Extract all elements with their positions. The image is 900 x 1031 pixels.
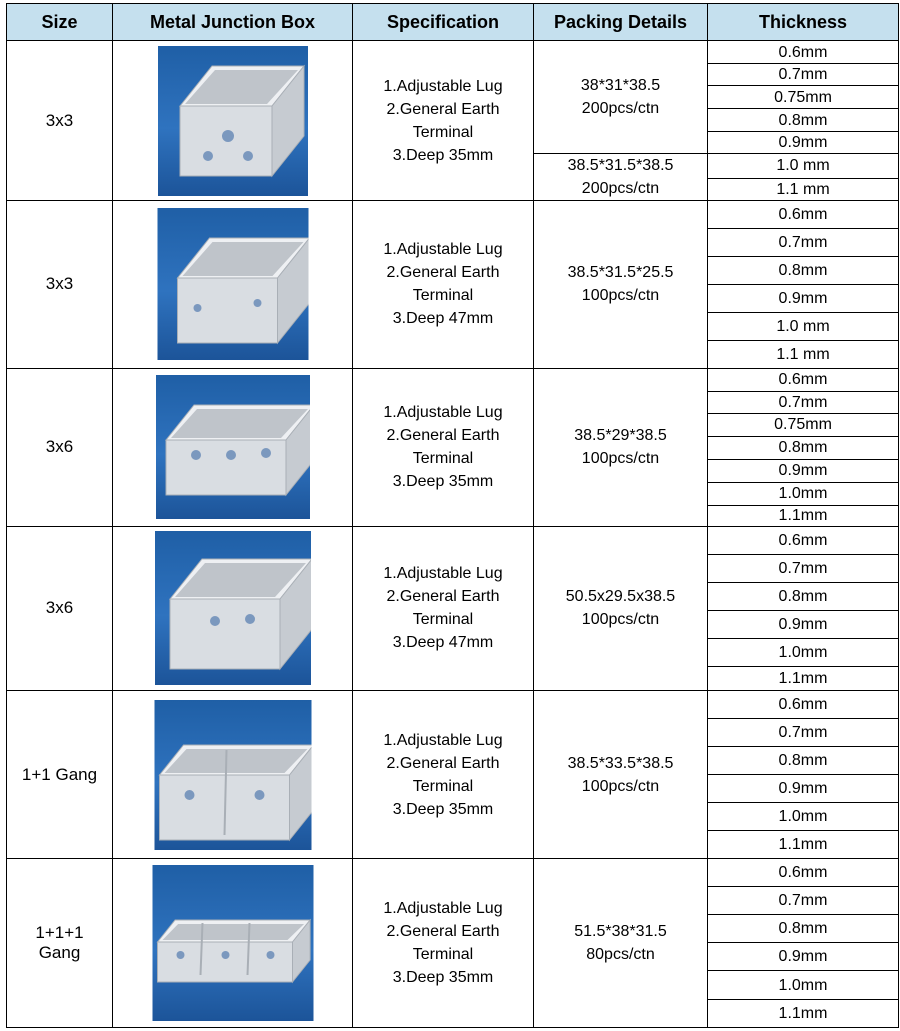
packing-details-cell	[534, 691, 708, 859]
specification-cell	[353, 368, 534, 526]
size-cell	[7, 201, 113, 368]
packing-details-cell	[534, 201, 708, 368]
thickness-cell: 0.9mm	[708, 132, 899, 154]
size-cell	[7, 859, 113, 1028]
product-spec-table-wrapper	[6, 3, 898, 1028]
specification-cell-line: Terminal	[412, 450, 474, 468]
specification-cell-line: 1.Adjustable Lug	[383, 731, 503, 749]
thickness-cell: 0.7mm	[708, 887, 899, 915]
specification-cell-line: Terminal	[412, 287, 474, 305]
thickness-cell: 0.8mm	[708, 109, 899, 132]
table-row	[7, 41, 899, 64]
header-metal-junction-box: Metal Junction Box	[113, 4, 353, 41]
product-rows	[7, 41, 899, 1028]
thickness-cell: 0.6mm	[708, 859, 899, 887]
packing-details-cell-line: 200pcs/ctn	[581, 100, 660, 118]
junction-box-photo	[158, 46, 308, 196]
packing-details-cell-line: 38.5*29*38.5	[574, 427, 667, 445]
packing-details-cell	[534, 368, 708, 526]
packing-details-cell	[534, 859, 708, 1028]
thickness-cell: 0.7mm	[708, 64, 899, 86]
specification-cell-line: 2.General Earth	[386, 264, 500, 282]
packing-details-cell-line: 51.5*38*31.5	[574, 923, 667, 941]
header-packing-details: Packing Details	[534, 4, 708, 41]
thickness-cell: 0.9mm	[708, 610, 899, 638]
size-cell	[7, 691, 113, 859]
specification-cell-line: 3.Deep 35mm	[392, 473, 494, 491]
thickness-cell: 0.75mm	[708, 413, 899, 436]
junction-box-illustration	[152, 865, 313, 1021]
junction-box-illustration	[155, 531, 311, 685]
specification-cell	[353, 41, 534, 201]
header-specification: Specification	[353, 4, 534, 41]
header-row	[7, 4, 899, 41]
specification-cell-line: Terminal	[412, 123, 474, 141]
specification-cell-line: Terminal	[412, 777, 474, 795]
thickness-cell: 1.1mm	[708, 666, 899, 690]
thickness-cell: 1.0 mm	[708, 154, 899, 179]
thickness-cell: 0.7mm	[708, 229, 899, 257]
junction-box-photo	[157, 208, 308, 360]
thickness-cell: 0.9mm	[708, 775, 899, 803]
specification-cell	[353, 859, 534, 1028]
size-cell-line: 1+1+1	[35, 923, 84, 943]
specification-cell-line: 3.Deep 35mm	[392, 800, 494, 818]
thickness-cell: 0.8mm	[708, 582, 899, 610]
thickness-cell: 1.0mm	[708, 971, 899, 999]
specification-cell-line: 1.Adjustable Lug	[383, 77, 503, 95]
packing-details-cell-line: 100pcs/ctn	[581, 611, 660, 629]
size-cell	[7, 526, 113, 690]
specification-cell-line: 3.Deep 47mm	[392, 310, 494, 328]
thickness-cell: 1.1mm	[708, 831, 899, 859]
specification-cell-line: 3.Deep 47mm	[392, 634, 494, 652]
thickness-cell: 0.9mm	[708, 459, 899, 482]
packing-details-cell-line: 200pcs/ctn	[581, 180, 660, 198]
specification-cell-line: Terminal	[412, 946, 474, 964]
thickness-cell: 0.9mm	[708, 285, 899, 313]
junction-box-image-cell	[113, 201, 353, 368]
thickness-cell: 0.8mm	[708, 915, 899, 943]
junction-box-photo	[156, 375, 310, 519]
specification-cell-line: 3.Deep 35mm	[392, 146, 494, 164]
specification-cell-line: 2.General Earth	[386, 588, 500, 606]
product-spec-table	[6, 3, 899, 1028]
junction-box-photo	[152, 865, 313, 1021]
table-row	[7, 526, 899, 554]
table-row	[7, 691, 899, 719]
table-row	[7, 368, 899, 391]
packing-details-cell-line: 38.5*33.5*38.5	[567, 754, 674, 772]
junction-box-image-cell	[113, 526, 353, 690]
packing-details-cell-line: 38*31*38.5	[580, 77, 661, 95]
specification-cell-line: 2.General Earth	[386, 923, 500, 941]
packing-details-cell	[534, 526, 708, 690]
size-cell	[7, 41, 113, 201]
packing-details-cell-line: 100pcs/ctn	[581, 287, 660, 305]
size-cell-line: 3x6	[45, 598, 74, 618]
thickness-cell: 1.0mm	[708, 803, 899, 831]
thickness-cell: 0.8mm	[708, 257, 899, 285]
specification-cell-line: 1.Adjustable Lug	[383, 241, 503, 259]
thickness-cell: 0.75mm	[708, 86, 899, 109]
size-cell	[7, 368, 113, 526]
thickness-cell: 1.0 mm	[708, 313, 899, 341]
packing-details-cell	[534, 154, 708, 201]
junction-box-illustration	[158, 46, 308, 196]
packing-details-cell-line: 38.5*31.5*25.5	[567, 264, 674, 282]
header-thickness: Thickness	[708, 4, 899, 41]
size-cell-line: 3x3	[45, 110, 74, 130]
thickness-cell: 1.0mm	[708, 482, 899, 505]
junction-box-illustration	[157, 208, 308, 360]
specification-cell-line: 2.General Earth	[386, 100, 500, 118]
table-row	[7, 859, 899, 887]
thickness-cell: 1.1mm	[708, 505, 899, 526]
table-row	[7, 201, 899, 229]
junction-box-image-cell	[113, 859, 353, 1028]
specification-cell-line: 1.Adjustable Lug	[383, 404, 503, 422]
size-cell-line: 3x6	[45, 437, 74, 457]
specification-cell-line: 1.Adjustable Lug	[383, 900, 503, 918]
junction-box-illustration	[154, 700, 311, 850]
thickness-cell: 1.1 mm	[708, 178, 899, 201]
specification-cell	[353, 691, 534, 859]
thickness-cell: 0.6mm	[708, 41, 899, 64]
specification-cell-line: 2.General Earth	[386, 754, 500, 772]
specification-cell-line: 2.General Earth	[386, 427, 500, 445]
packing-details-cell-line: 100pcs/ctn	[581, 450, 660, 468]
junction-box-illustration	[156, 375, 310, 519]
size-cell-line: 1+1 Gang	[21, 764, 98, 784]
specification-cell-line: 1.Adjustable Lug	[383, 565, 503, 583]
thickness-cell: 0.8mm	[708, 436, 899, 459]
specification-cell-line: Terminal	[412, 611, 474, 629]
thickness-cell: 1.1 mm	[708, 341, 899, 368]
packing-details-cell-line: 38.5*31.5*38.5	[567, 157, 674, 175]
thickness-cell: 0.6mm	[708, 201, 899, 229]
packing-details-cell-line: 100pcs/ctn	[581, 777, 660, 795]
packing-details-cell-line: 50.5x29.5x38.5	[565, 588, 676, 606]
size-cell-line: Gang	[38, 943, 81, 963]
junction-box-image-cell	[113, 691, 353, 859]
thickness-cell: 0.7mm	[708, 554, 899, 582]
specification-cell-line: 3.Deep 35mm	[392, 969, 494, 987]
thickness-cell: 1.1mm	[708, 999, 899, 1027]
thickness-cell: 0.9mm	[708, 943, 899, 971]
size-cell-line: 3x3	[45, 274, 74, 294]
junction-box-image-cell	[113, 368, 353, 526]
junction-box-photo	[154, 700, 311, 850]
specification-cell	[353, 526, 534, 690]
thickness-cell: 0.7mm	[708, 719, 899, 747]
thickness-cell: 0.6mm	[708, 368, 899, 391]
packing-details-cell-line: 80pcs/ctn	[586, 946, 655, 964]
header-size: Size	[7, 4, 113, 41]
thickness-cell: 1.0mm	[708, 638, 899, 666]
specification-cell	[353, 201, 534, 368]
thickness-cell: 0.8mm	[708, 747, 899, 775]
thickness-cell: 0.6mm	[708, 526, 899, 554]
thickness-cell: 0.6mm	[708, 691, 899, 719]
junction-box-image-cell	[113, 41, 353, 201]
thickness-cell: 0.7mm	[708, 391, 899, 413]
packing-details-cell	[534, 41, 708, 154]
junction-box-photo	[155, 531, 311, 685]
